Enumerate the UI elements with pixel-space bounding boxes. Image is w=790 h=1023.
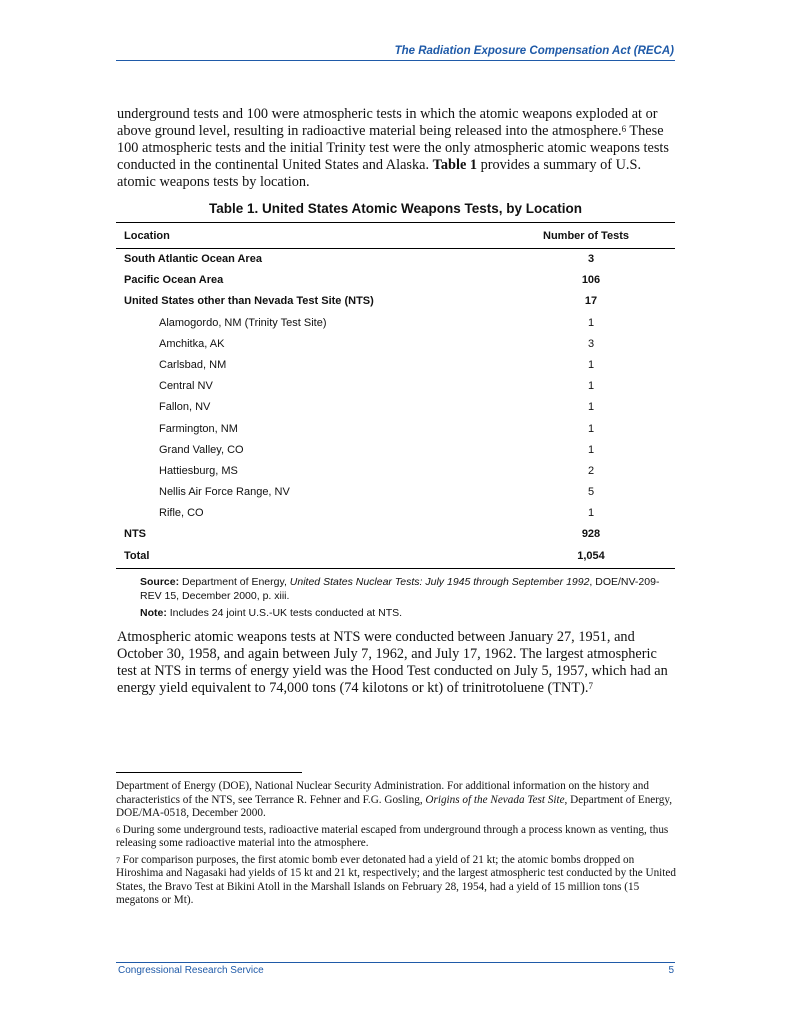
row-count: 1 [587,401,595,414]
footnote-6-number: 6 [116,825,120,835]
row-count: 106 [581,274,601,287]
footnote-7 [116,854,676,908]
row-count: 1 [587,422,595,435]
footnote-ref-6[interactable]: 6 [621,124,627,134]
row-count: 2 [587,464,595,477]
row-location: Carlsbad, NM [159,358,227,371]
table-note [140,607,402,619]
footnote-5-text-end: , Department of Energy, DOE/MA-0518, December 2000. [116,793,673,819]
table-row [116,440,675,461]
intro-text-3: provides a summary of U.S. atomic weapons tests by location. [117,157,642,190]
closing-paragraph [117,629,675,697]
table-row [116,482,675,503]
row-count: 1 [587,443,595,456]
table-row [116,397,675,418]
table-row [116,546,675,567]
table-bottom-rule [116,568,675,569]
closing-text: Atmospheric atomic weapons tests at NTS were conducted between January 27, 1951, and October 30, 1958, and again between July 7, 1962, and July 17, 1962. The largest atmospheric test at NTS in terms of energy yield was the Hood Test conducted on July 5, 1957, which had an energy yield equivalent to 74,000 tons (74 kilotons or kt) of trinitrotoluene (TNT). [117,629,668,696]
row-location: Grand Valley, CO [159,443,244,456]
row-count: 928 [581,528,601,541]
row-count: 5 [587,486,595,499]
table-row [116,355,675,376]
column-header-count: Number of Tests [543,230,629,242]
footnote-7-text: For comparison purposes, the first atomic bomb ever detonated had a yield of 21 kt; the atomic bombs dropped on Hiroshima and Nagasaki had yields of 15 kt and 21 kt, respectively; and the largest atmospheric test conducted by the United States, the Bravo Test at Bikini Atoll in the Marshall Islands on February 28, 1954, had a yield of 15 million tons (15 megatons or Mt). [116,853,676,906]
row-location: Rifle, CO [159,507,204,520]
table-row [116,249,675,270]
header-rule [116,60,675,61]
page-number: 5 [668,965,674,976]
note-text: Includes 24 joint U.S.-UK tests conducted at NTS. [166,607,403,619]
source-title: United States Nuclear Tests: July 1945 through September 1992 [289,576,590,588]
table-row [116,376,675,397]
footnote-7-number: 7 [116,855,120,865]
intro-text-2: These 100 atmospheric tests and the initial Trinity test were the only atmospheric atomic weapons tests conducted in the continental United States and Alaska. [117,123,669,173]
table-ref: Table 1 [432,157,478,173]
source-label: Source: [140,576,180,588]
row-location: South Atlantic Ocean Area [124,253,262,265]
note-label: Note: [140,607,167,619]
footer-publisher: Congressional Research Service [118,965,264,976]
intro-text-1: underground tests and 100 were atmospheric tests in which the atomic weapons exploded at or above ground level, resulting in radioactive material being released into the atmosphere. [117,106,658,139]
row-location: Fallon, NV [159,401,211,414]
footnotes [116,780,676,911]
row-count: 1 [587,380,595,393]
table-row [116,419,675,440]
footnote-ref-7[interactable]: 7 [588,681,593,691]
column-header-location: Location [124,230,170,242]
footnote-rule [116,772,302,773]
row-location: NTS [124,528,146,541]
footnote-5 [116,780,676,821]
row-count: 1 [587,316,595,329]
table-row [116,291,675,312]
table-caption: Table 1. United States Atomic Weapons Tests, by Location [208,201,583,216]
row-count: 1 [587,507,595,520]
row-location: Hattiesburg, MS [159,464,238,477]
row-count: 17 [584,295,598,308]
table-row [116,461,675,482]
table-source [140,575,680,603]
table-row [116,270,675,291]
intro-paragraph [117,106,673,191]
row-location: Total [124,549,150,562]
running-header: The Radiation Exposure Compensation Act (RECA) [394,45,674,57]
row-location: Central NV [159,380,213,393]
footer-rule [116,962,675,963]
footnote-6-text: During some underground tests, radioactive material escaped from underground through a process known as venting, thus releasing some radioactive material into the atmosphere. [116,823,669,849]
footnote-6 [116,824,676,851]
row-location: Pacific Ocean Area [124,274,224,287]
row-location: Nellis Air Force Range, NV [159,486,290,499]
source-text-end: , DOE/NV-209-REV 15, December 2000, p. xiii. [140,576,660,602]
row-count: 1,054 [577,549,605,562]
row-location: Amchitka, AK [159,337,225,350]
footnote-5-title: Origins of the Nevada Test Site [425,793,565,806]
row-count: 3 [587,253,595,265]
table-row [116,524,675,545]
row-location: Farmington, NM [159,422,238,435]
footnote-5-text: Department of Energy (DOE), National Nuclear Security Administration. For additional information on the history and characteristics of the NTS, see Terrance R. Fehner and F.G. Gosling, [116,780,649,806]
row-location: United States other than Nevada Test Site (NTS) [124,295,374,308]
table-row [116,503,675,524]
table-row [116,313,675,334]
table-top-rule [116,222,675,223]
row-location: Alamogordo, NM (Trinity Test Site) [159,316,327,329]
table-body [116,249,675,567]
row-count: 1 [587,358,595,371]
source-text: Department of Energy, [179,576,290,588]
row-count: 3 [587,337,595,350]
table-row [116,334,675,355]
